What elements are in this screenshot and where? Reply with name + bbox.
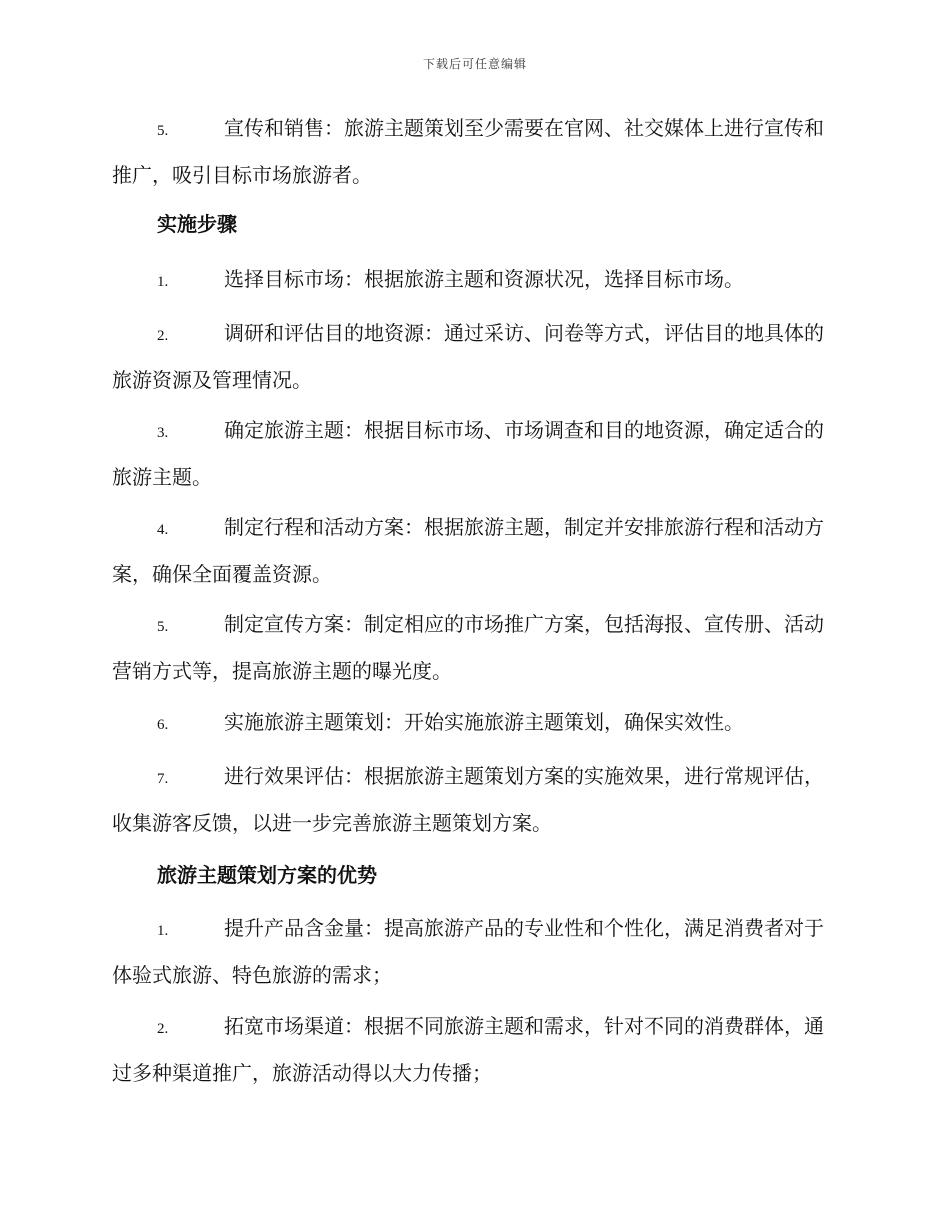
list-item [112,754,832,845]
list-item [112,906,832,997]
list-item-number: 5. [157,619,169,635]
list-item-number: 6. [157,717,169,733]
list-item-number: 1. [157,274,169,290]
list-item [112,602,832,693]
section-heading-advantages: 旅游主题策划方案的优势 [157,863,377,887]
list-item-text: 制定宣传方案：制定相应的市场推广方案，包括海报、宣传册、活动营销方式等，提高旅游主题的曝光度。 [112,612,824,683]
list-item-text: 确定旅游主题：根据目标市场、市场调查和目的地资源，确定适合的旅游主题。 [112,418,824,489]
list-item-number: 3. [157,425,169,441]
list-item-text: 拓宽市场渠道：根据不同旅游主题和需求，针对不同的消费群体，通过多种渠道推广，旅游活动得以大力传播； [112,1014,824,1085]
page-header-note: 下载后可任意编辑 [422,57,527,71]
list-item [112,311,832,402]
list-item-text: 制定行程和活动方案：根据旅游主题，制定并安排旅游行程和活动方案，确保全面覆盖资源。 [112,515,824,586]
list-item-text: 选择目标市场：根据旅游主题和资源状况，选择目标市场。 [224,267,744,291]
list-item [112,408,832,499]
list-item-number: 1. [157,923,169,939]
list-item-text: 进行效果评估：根据旅游主题策划方案的实施效果，进行常规评估，收集游客反馈，以进一步完善旅游主题策划方案。 [112,764,824,835]
list-item-number: 2. [157,1021,169,1037]
list-item-text: 宣传和销售：旅游主题策划至少需要在官网、社交媒体上进行宣传和推广，吸引目标市场旅游者。 [112,116,824,187]
list-item-number: 7. [157,771,169,787]
list-item-text: 提升产品含金量：提高旅游产品的专业性和个性化，满足消费者对于体验式旅游、特色旅游的需求； [112,916,824,987]
list-item [112,700,832,747]
list-item-number: 5. [157,123,169,139]
list-item-number: 2. [157,328,169,344]
list-item-number: 4. [157,522,169,538]
list-item [112,1004,832,1095]
list-item-text: 实施旅游主题策划：开始实施旅游主题策划，确保实效性。 [224,710,744,734]
list-item [112,257,832,304]
list-item [112,505,832,596]
section-heading-steps: 实施步骤 [157,212,237,236]
list-item-text: 调研和评估目的地资源：通过采访、问卷等方式，评估目的地具体的旅游资源及管理情况。 [112,321,824,392]
list-item [112,106,832,197]
